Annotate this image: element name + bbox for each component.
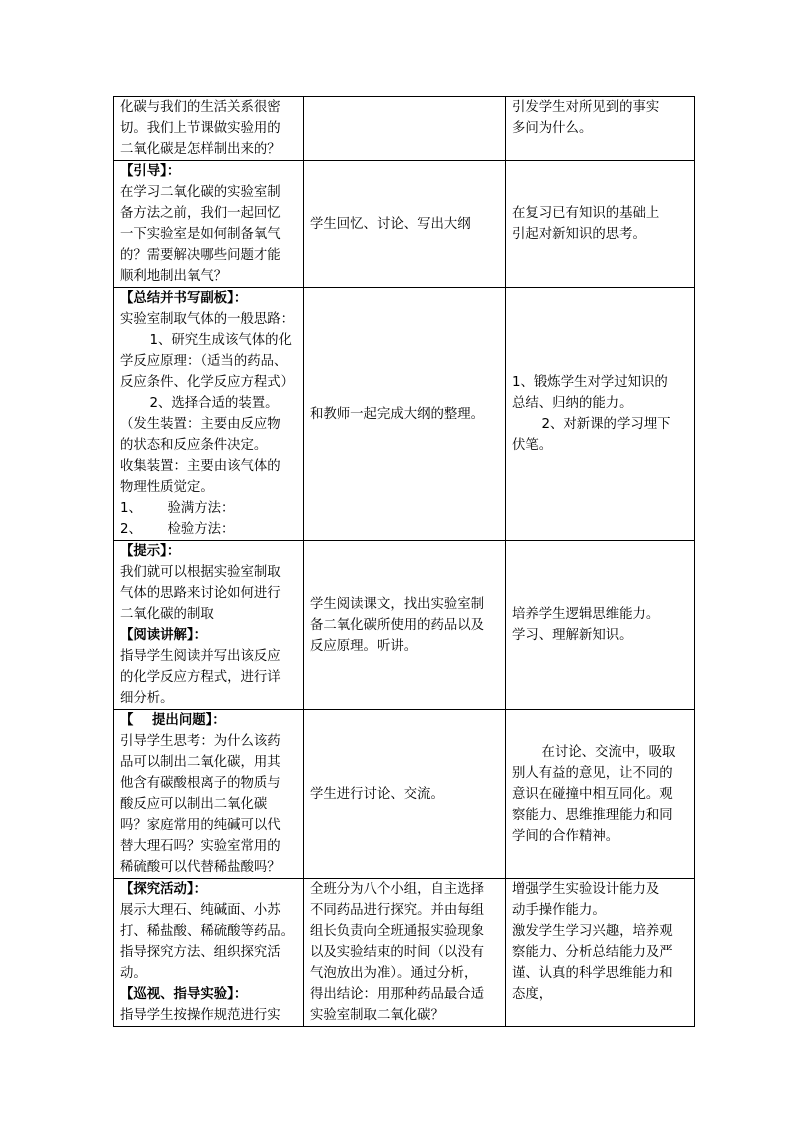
section-heading: 【总结并书写副板】： — [120, 291, 248, 306]
design-intent-cell: 在讨论、交流中，吸取 别人有益的意见，让不同的 意识在碰撞中相互同化。观 察能力、思维推理能力和同 学间的合作精神。 — [506, 710, 695, 879]
design-intent-cell: 引发学生对所见到的事实 多问为什么。 — [506, 97, 695, 161]
design-intent-cell: 培养学生逻辑思维能力。 学习、理解新知识。 — [506, 541, 695, 710]
student-activity-cell: 全班分为八个小组，自主选择 不同药品进行探究。并由每组 组长负责向全班通报实验现象 以及实验结束的时间（以没有 气泡放出为准）。通过分析， 得出结论：用那种药品最合适 实验室制取二氧化碳？ — [304, 879, 506, 1027]
table-row — [114, 541, 695, 710]
table-row — [114, 161, 695, 288]
student-activity-cell: 学生回忆、讨论、写出大纲 — [304, 161, 506, 288]
design-intent-cell: 1、锻炼学生对学过知识的 总结、归纳的能力。 2、对新课的学习埋下 伏笔。 — [506, 288, 695, 541]
teacher-activity-cell: 【提示】： 我们就可以根据实验室制取 气体的思路来讨论如何进行 二氧化碳的制取 【阅读讲解】： 指导学生阅读并写出该反应 的化学反应方程式，进行详 细分析。 — [114, 541, 304, 710]
table-row — [114, 97, 695, 161]
teacher-activity-cell: 【探究活动】： 展示大理石、纯碱面、小苏 打、稀盐酸、稀硫酸等药品。 指导探究方法、组织探究活 动。 【巡视、指导实验】： 指导学生按操作规范进行实 — [114, 879, 304, 1027]
teacher-activity-cell: 【引导】： 在学习二氧化碳的实验室制 备方法之前，我们一起回忆 一下实验室是如何制备氧气 的？需要解决哪些问题才能 顺利地制出氧气？ — [114, 161, 304, 288]
teacher-activity-cell: 化碳与我们的生活关系很密 切。我们上节课做实验用的 二氧化碳是怎样制出来的？ — [114, 97, 304, 161]
design-intent-cell: 增强学生实验设计能力及 动手操作能力。 激发学生学习兴趣，培养观 察能力、分析总结能力及严 谨、认真的科学思维能力和 态度， — [506, 879, 695, 1027]
section-heading: 【探究活动】： — [120, 882, 208, 897]
section-heading: 【阅读讲解】： — [120, 628, 208, 643]
teacher-activity-cell: 【 提出问题】： 引导学生思考：为什么该药 品可以制出二氧化碳，用其 他含有碳酸根离子的物质与 酸反应可以制出二氧化碳 吗？家庭常用的纯碱可以代 替大理石吗？实验室常用的 稀硫酸可以代替稀盐酸吗？ — [114, 710, 304, 879]
section-heading: 【巡视、指导实验】： — [120, 987, 248, 1002]
section-heading: 【引导】： — [120, 164, 181, 179]
section-heading: 【 提出问题】： — [120, 713, 226, 728]
table-row — [114, 879, 695, 1027]
student-activity-cell — [304, 97, 506, 161]
teacher-activity-cell: 【总结并书写副板】： 实验室制取气体的一般思路： 1、研究生成该气体的化 学反应原理：（适当的药品、 反应条件、化学反应方程式） 2、选择合适的装置。 （发生装置：主要由反应物 的状态和反应条件决定。 收集装置：主要由该气体的 物理性质觉定。 1、 验满方法： 2、 检验方法： — [114, 288, 304, 541]
lesson-plan-table — [113, 96, 695, 1027]
table-row — [114, 288, 695, 541]
student-activity-cell: 学生进行讨论、交流。 — [304, 710, 506, 879]
student-activity-cell: 和教师一起完成大纲的整理。 — [304, 288, 506, 541]
design-intent-cell: 在复习已有知识的基础上 引起对新知识的思考。 — [506, 161, 695, 288]
student-activity-cell: 学生阅读课文，找出实验室制 备二氧化碳所使用的药品以及 反应原理。听讲。 — [304, 541, 506, 710]
table-row — [114, 710, 695, 879]
section-heading: 【提示】： — [120, 544, 181, 559]
